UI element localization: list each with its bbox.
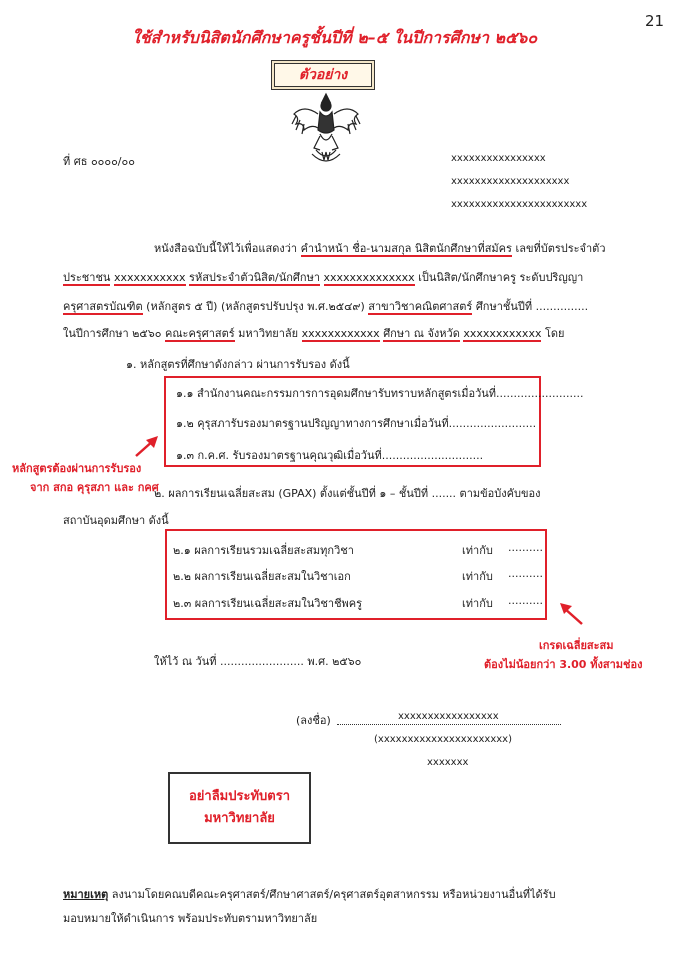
gpax-item-label: ๒.๑ ผลการเรียนรวมเฉลี่ยสะสมทุกวิชา [173,544,354,557]
major-field: สาขาวิชาคณิตศาสตร์ [368,300,473,313]
body-text: โดย [544,327,565,340]
body-text: (หลักสูตร ๕ ปี) (หลักสูตรปรับปรุง พ.ศ.๒๕๔๙) [146,300,365,313]
body-line-4 [63,324,564,342]
stamp-reminder-line-1: อย่าลืมประทับตรา [188,789,291,804]
sample-label-box [271,60,375,90]
stamp-reminder [168,772,311,844]
remark-text: ลงนามโดยคณบดีคณะครุศาสตร์/ศึกษาศาสตร์/ครุศาสตร์อุตสาหกรรม หรือหน่วยงานอื่นที่ได้รับ [108,888,556,901]
accreditation-item: ๑.๓ ก.ค.ศ. รับรองมาตรฐานคุณวุฒิเมื่อวันที่............................. [176,449,484,462]
gpax-item-label: ๒.๒ ผลการเรียนเฉลี่ยสะสมในวิชาเอก [173,570,351,583]
note-accreditation-line-1: หลักสูตรต้องผ่านการรับรอง [12,462,142,475]
body-text: เลขที่บัตรประจำตัว [515,242,606,255]
section-2-title: ๒. ผลการเรียนเฉลี่ยสะสม (GPAX) ตั้งแต่ชั้นปีที่ ๑ – ชั้นปีที่ ....... ตามข้อบังคับของ [154,487,541,500]
gpax-item-value: .......... [508,541,543,554]
stamp-reminder-line-2: มหาวิทยาลัย [204,811,275,826]
body-text: มหาวิทยาลัย [238,327,299,340]
signer-position: xxxxxxx [427,757,469,768]
body-text: รหัสประจำตัวนิสิต/นักศึกษา [189,271,320,284]
signature-name: xxxxxxxxxxxxxxxxx [398,711,499,722]
gpax-item-label: ๒.๓ ผลการเรียนเฉลี่ยสะสมในวิชาชีพครู [173,597,363,610]
note-gpax-line-1: เกรดเฉลี่ยสะสม [539,639,614,652]
accreditation-item: ๑.๑ สำนักงานคณะกรรมการการอุดมศึกษารับทราบหลักสูตรเมื่อวันที่......................... [176,387,584,400]
year-field: ศึกษาชั้นปีที่ ............... [475,300,589,313]
arrow-icon [556,600,586,628]
garuda-emblem-icon [290,90,362,168]
faculty-field: คณะครุศาสตร์ [164,327,235,340]
body-text: หนังสือฉบับนี้ให้ไว้เพื่อแสดงว่า [154,242,298,255]
body-text: เป็นนิสิต/นักศึกษาครู ระดับปริญญา [418,271,584,284]
signature-label: (ลงชื่อ) [296,714,331,727]
given-date: ให้ไว้ ณ วันที่ ........................ พ.ศ. ๒๕๖๐ [154,655,362,668]
page-number: 21 [645,12,665,30]
section-2-title-cont: สถาบันอุดมศึกษา ดังนี้ [63,514,169,527]
remark-label: หมายเหตุ [63,888,109,901]
body-text: ประชาชน [63,271,111,284]
remark-line-2: มอบหมายให้ดำเนินการ พร้อมประทับตรามหาวิทยาลัย [63,912,318,925]
body-line-3 [63,297,588,315]
document-reference: ที่ ศธ ๐๐๐๐/๐๐ [63,155,135,168]
signer-full-name: (xxxxxxxxxxxxxxxxxxxxxx) [374,734,512,745]
student-name-field: คำนำหน้า ชื่อ-นามสกุล นิสิตนักศึกษาที่สมัคร [300,242,512,255]
accreditation-item: ๑.๒ คุรุสภารับรองมาตรฐานปริญญาทางการศึกษาเมื่อวันที่......................... [176,417,537,430]
gpax-item-eq: เท่ากับ [462,597,493,610]
address-line-1: xxxxxxxxxxxxxxxx [451,153,546,164]
university-field: xxxxxxxxxxxx [301,327,380,340]
province-field: xxxxxxxxxxxx [463,327,542,340]
section-1-title: ๑. หลักสูตรที่ศึกษาดังกล่าว ผ่านการรับรอง ดังนี้ [126,358,350,371]
note-gpax-line-2: ต้องไม่น้อยกว่า 3.00 ทั้งสามช่อง [484,658,643,671]
gpax-item-eq: เท่ากับ [462,544,493,557]
id-card-field: xxxxxxxxxxx [113,271,186,284]
gpax-item-value: .......... [508,567,543,580]
gpax-item-value: .......... [508,594,543,607]
remark-line-1 [63,885,556,903]
page-title: ใช้สำหรับนิสิตนักศึกษาครูชั้นปีที่ ๒–๕ ในปีการศึกษา ๒๕๖๐ [132,28,538,47]
student-id-field: xxxxxxxxxxxxxx [323,271,415,284]
sample-label: ตัวอย่าง [274,63,372,87]
body-text: ศึกษา ณ จังหวัด [383,327,460,340]
body-line-1 [154,239,606,257]
arrow-icon [132,434,162,460]
address-line-2: xxxxxxxxxxxxxxxxxxxx [451,176,570,187]
address-line-3: xxxxxxxxxxxxxxxxxxxxxxx [451,199,588,210]
gpax-item-eq: เท่ากับ [462,570,493,583]
body-line-2 [63,268,583,286]
note-accreditation-line-2: จาก สกอ คุรุสภา และ กคศ [30,481,159,494]
signature-line [337,724,561,725]
degree-field: ครุศาสตรบัณฑิต [63,300,143,313]
body-text: ในปีการศึกษา ๒๕๖๐ [63,327,162,340]
